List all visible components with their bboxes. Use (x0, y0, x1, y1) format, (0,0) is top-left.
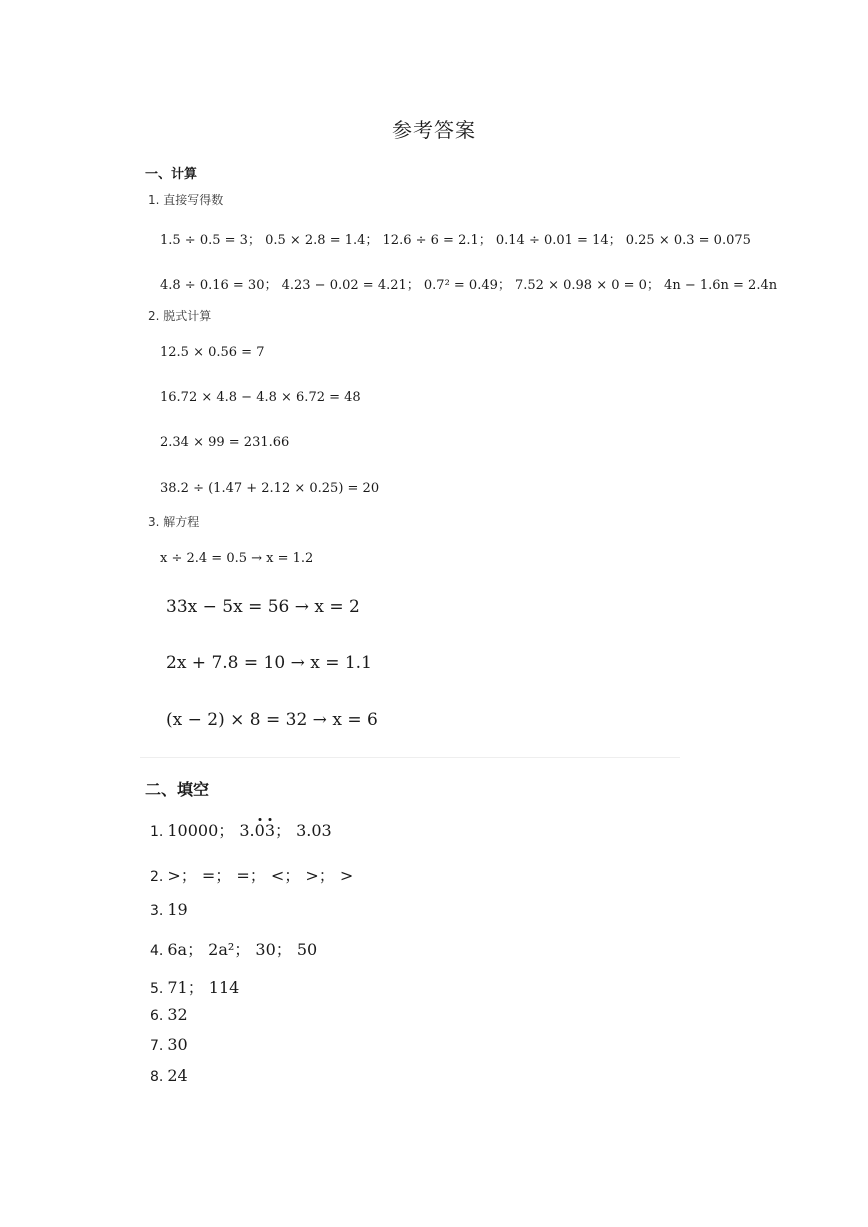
answer-line: 16.72 × 4.8 − 4.8 × 6.72 = 48 (160, 390, 361, 405)
item-number: 6. (150, 1008, 164, 1024)
item-number: 5. (150, 981, 164, 997)
answer-line: (x − 2) × 8 = 32 → x = 6 (166, 710, 378, 730)
answer-line: 4.8 ÷ 0.16 = 30； 4.23 − 0.02 = 4.21； 0.7² = 0.49； 7.52 × 0.98 × 0 = 0； 4n − 1.6n = 2.4n (160, 278, 778, 293)
section-heading-fill: 二、填空 (145, 780, 210, 799)
subsection-label-step: 2. 脱式计算 (148, 309, 212, 323)
answer-line: 12.5 × 0.56 = 7 (160, 345, 265, 360)
repeating-digit: 0 (254, 821, 265, 840)
item-number: 3. (150, 903, 164, 919)
item-number: 1. (150, 824, 164, 840)
fill-item (150, 863, 353, 886)
item-answer: 19 (167, 900, 188, 919)
item-number: 8. (150, 1069, 164, 1085)
item-number: 7. (150, 1038, 164, 1054)
item-answer: 6a； 2a²； 30； 50 (167, 940, 318, 959)
item-answer: 10000； 3. (167, 821, 255, 840)
item-number: 4. (150, 943, 164, 959)
answer-line: x ÷ 2.4 = 0.5 → x = 1.2 (160, 551, 314, 566)
answer-line: 33x − 5x = 56 → x = 2 (166, 597, 360, 617)
answer-line: 2x + 7.8 = 10 → x = 1.1 (166, 653, 372, 673)
item-answer: ； 3.03 (275, 821, 332, 840)
section-heading-calc: 一、计算 (145, 167, 198, 182)
item-number: 2. (150, 869, 164, 885)
subsection-label-direct: 1. 直接写得数 (148, 193, 224, 207)
subsection-label-equation: 3. 解方程 (148, 515, 200, 529)
fill-item (150, 818, 332, 841)
fill-item (150, 900, 188, 919)
divider (140, 757, 680, 758)
fill-item (150, 937, 317, 960)
item-answer: 30 (167, 1035, 188, 1054)
item-answer: 71； 114 (167, 978, 240, 997)
item-answer: 24 (167, 1066, 188, 1085)
answer-line: 38.2 ÷ (1.47 + 2.12 × 0.25) = 20 (160, 481, 380, 496)
answer-line: 1.5 ÷ 0.5 = 3； 0.5 × 2.8 = 1.4； 12.6 ÷ 6 = 2.1； 0.14 ÷ 0.01 = 14； 0.25 × 0.3 = 0.075 (160, 233, 751, 248)
repeating-digit: 3 (264, 821, 275, 840)
fill-item (150, 1005, 188, 1024)
item-answer: 32 (167, 1005, 188, 1024)
fill-item (150, 1035, 188, 1054)
item-answer: >； =； =； <； >； > (167, 866, 354, 885)
answer-line: 2.34 × 99 = 231.66 (160, 435, 290, 450)
fill-item (150, 975, 239, 998)
page-title: 参考答案 (392, 118, 476, 142)
fill-item (150, 1066, 188, 1085)
